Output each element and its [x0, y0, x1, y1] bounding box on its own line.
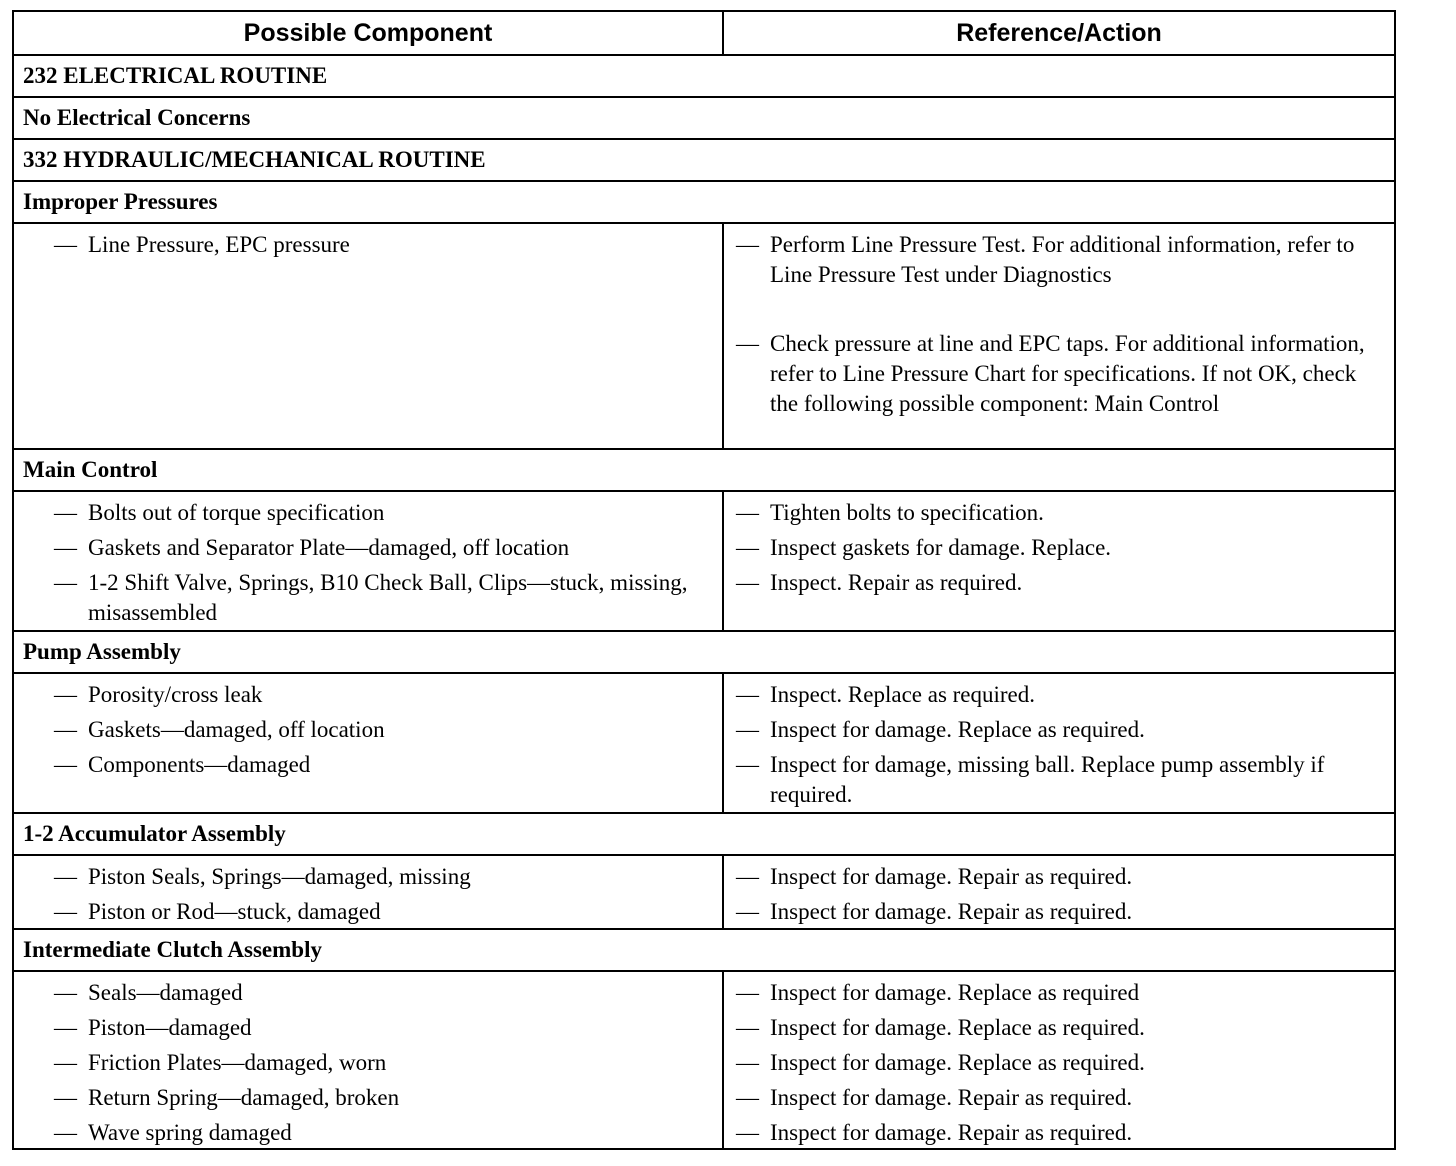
section-title: 1-2 Accumulator Assembly [23, 821, 286, 846]
column-header-component: Possible Component [14, 12, 724, 54]
section-body-row [14, 970, 1394, 1148]
list-item [54, 715, 712, 745]
list-item [54, 1118, 712, 1148]
action-text: Inspect for damage. Replace as required. [770, 717, 1145, 742]
routine-title: 232 ELECTRICAL ROUTINE [23, 63, 328, 88]
list-item [54, 230, 712, 260]
component-text: Seals—damaged [88, 980, 243, 1005]
component-text: Line Pressure, EPC pressure [88, 232, 350, 257]
action-cell [724, 224, 1394, 448]
dash-bullet: — [54, 682, 77, 707]
action-text: Inspect for damage. Replace as required. [770, 1050, 1145, 1075]
dash-bullet: — [54, 535, 77, 560]
list-item [736, 750, 1384, 810]
list-item [54, 568, 712, 628]
section-body-row [14, 490, 1394, 630]
dash-bullet: — [736, 1050, 759, 1075]
list-item [736, 715, 1384, 745]
component-text: Piston Seals, Springs—damaged, missing [88, 864, 471, 889]
list-item [736, 978, 1384, 1008]
component-text: Bolts out of torque specification [88, 500, 385, 525]
action-cell [724, 972, 1394, 1148]
section-title: Pump Assembly [23, 639, 181, 664]
section-header-row [14, 630, 1394, 672]
list-item [54, 1083, 712, 1113]
dash-bullet: — [54, 1015, 77, 1040]
action-text: Inspect for damage. Repair as required. [770, 1085, 1133, 1110]
dash-bullet: — [736, 1085, 759, 1110]
section-header-row [14, 180, 1394, 222]
section-body-row [14, 672, 1394, 812]
dash-bullet: — [54, 752, 77, 777]
dash-bullet: — [54, 1085, 77, 1110]
list-item [736, 498, 1384, 528]
component-cell [14, 224, 724, 448]
routine-row-no-concerns [14, 96, 1394, 138]
routine-title: No Electrical Concerns [23, 105, 251, 130]
component-cell [14, 856, 724, 928]
list-item [736, 862, 1384, 892]
component-text: Friction Plates—damaged, worn [88, 1050, 387, 1075]
action-text: Inspect for damage. Repair as required. [770, 899, 1133, 924]
dash-bullet: — [736, 232, 759, 257]
dash-bullet: — [736, 500, 759, 525]
list-item [54, 680, 712, 710]
component-cell [14, 972, 724, 1148]
column-header-action: Reference/Action [956, 19, 1162, 47]
component-text: Piston—damaged [88, 1015, 252, 1040]
list-item [736, 230, 1384, 290]
dash-bullet: — [54, 232, 77, 257]
component-text: Components—damaged [88, 752, 311, 777]
section-title: Improper Pressures [23, 189, 218, 214]
section-header-row [14, 448, 1394, 490]
component-text: Wave spring damaged [88, 1120, 292, 1145]
routine-title: 332 HYDRAULIC/MECHANICAL ROUTINE [23, 147, 486, 172]
action-cell [724, 856, 1394, 928]
dash-bullet: — [736, 535, 759, 560]
dash-bullet: — [54, 1050, 77, 1075]
list-item [54, 533, 712, 563]
action-text: Inspect. Repair as required. [770, 570, 1023, 595]
dash-bullet: — [54, 899, 77, 924]
dash-bullet: — [736, 331, 759, 356]
component-cell [14, 492, 724, 630]
dash-bullet: — [736, 752, 759, 777]
component-cell [14, 674, 724, 812]
routine-row-hydraulic [14, 138, 1394, 180]
section-title: Intermediate Clutch Assembly [23, 937, 322, 962]
dash-bullet: — [54, 864, 77, 889]
list-item [736, 1118, 1384, 1148]
component-text: Gaskets—damaged, off location [88, 717, 385, 742]
action-cell [724, 492, 1394, 630]
component-text: Piston or Rod—stuck, damaged [88, 899, 381, 924]
list-item [736, 897, 1384, 927]
action-text: Inspect gaskets for damage. Replace. [770, 535, 1112, 560]
section-body-row [14, 222, 1394, 448]
table-header-row [14, 12, 1394, 54]
dash-bullet: — [54, 1120, 77, 1145]
action-text: Check pressure at line and EPC taps. For additional information, refer to Line Pressure Chart for specifications. If not OK, check the following possible component: Main Control [770, 331, 1365, 416]
component-text: Porosity/cross leak [88, 682, 263, 707]
dash-bullet: — [54, 500, 77, 525]
component-text: 1-2 Shift Valve, Springs, B10 Check Ball, Clips—stuck, missing, misassembled [88, 570, 688, 625]
list-item [54, 1048, 712, 1078]
list-item [736, 680, 1384, 710]
list-item [54, 750, 712, 780]
dash-bullet: — [736, 1015, 759, 1040]
diagnostic-table [12, 10, 1396, 1150]
dash-bullet: — [54, 570, 77, 595]
list-item [736, 329, 1384, 419]
dash-bullet: — [736, 682, 759, 707]
list-item [54, 498, 712, 528]
action-text: Tighten bolts to specification. [770, 500, 1044, 525]
dash-bullet: — [736, 864, 759, 889]
component-text: Gaskets and Separator Plate—damaged, off location [88, 535, 570, 560]
dash-bullet: — [54, 717, 77, 742]
dash-bullet: — [736, 717, 759, 742]
section-header-row [14, 928, 1394, 970]
action-cell [724, 674, 1394, 812]
component-text: Return Spring—damaged, broken [88, 1085, 400, 1110]
section-title: Main Control [23, 457, 158, 482]
list-item [736, 533, 1384, 563]
action-text: Inspect for damage. Replace as required [770, 980, 1140, 1005]
list-item [736, 568, 1384, 598]
list-item [736, 1013, 1384, 1043]
dash-bullet: — [736, 899, 759, 924]
dash-bullet: — [736, 980, 759, 1005]
list-item [736, 1048, 1384, 1078]
action-text: Inspect for damage. Repair as required. [770, 1120, 1133, 1145]
action-text: Inspect for damage, missing ball. Replace pump assembly if required. [770, 752, 1325, 807]
dash-bullet: — [736, 1120, 759, 1145]
routine-row-electrical [14, 54, 1394, 96]
action-text: Inspect for damage. Replace as required. [770, 1015, 1145, 1040]
list-item [736, 1083, 1384, 1113]
list-item [54, 897, 712, 927]
action-text: Inspect for damage. Repair as required. [770, 864, 1133, 889]
dash-bullet: — [54, 980, 77, 1005]
section-body-row [14, 854, 1394, 928]
section-header-row [14, 812, 1394, 854]
action-text: Perform Line Pressure Test. For additional information, refer to Line Pressure Test under Diagnostics [770, 232, 1355, 287]
list-item [54, 1013, 712, 1043]
list-item [54, 862, 712, 892]
action-text: Inspect. Replace as required. [770, 682, 1036, 707]
dash-bullet: — [736, 570, 759, 595]
list-item [54, 978, 712, 1008]
